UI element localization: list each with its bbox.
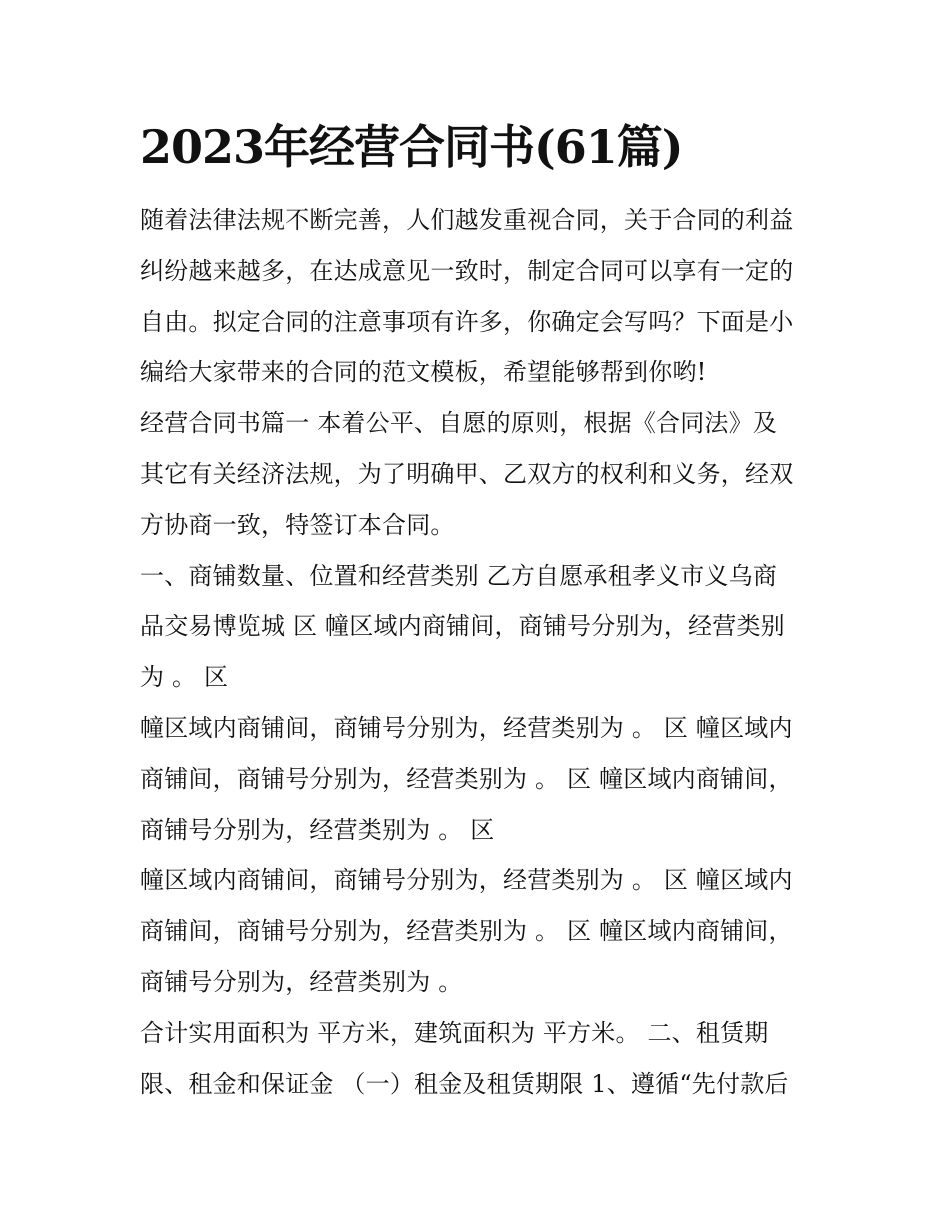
document-body [140, 195, 812, 1109]
body-line: 商铺号分别为，经营类别为 。 [140, 967, 463, 996]
body-line: 经营合同书篇一 本着公平、自愿的原则，根据《合同法》及 [140, 409, 778, 438]
document-title: 2023年经营合同书(61篇) [140, 120, 683, 174]
body-line: 商铺间，商铺号分别为，经营类别为 。 区 幢区域内商铺间， [140, 917, 793, 946]
body-line: 合计实用面积为 平方米，建筑面积为 平方米。 二、租赁期 [140, 1018, 769, 1047]
body-line: 品交易博览城 区 幢区域内商铺间，商铺号分别为，经营类别 [140, 612, 785, 641]
body-line: 幢区域内商铺间，商铺号分别为，经营类别为 。 区 幢区域内 [140, 713, 793, 742]
body-line: 为 。 区 [140, 663, 229, 692]
body-line: 商铺号分别为，经营类别为 。 区 [140, 815, 495, 844]
body-line: 方协商一致，特签订本合同。 [140, 510, 455, 539]
body-line: 编给大家带来的合同的范文模板，希望能够帮到你哟! [140, 358, 707, 387]
body-line: 一、商铺数量、位置和经营类别 乙方自愿承租孝义市义乌商 [140, 561, 778, 590]
body-line: 限、租金和保证金 （一）租金及租赁期限 1、遵循“先付款后 [140, 1069, 789, 1098]
body-line: 自由。拟定合同的注意事项有许多，你确定会写吗？下面是小 [140, 307, 794, 336]
body-line: 纠纷越来越多，在达成意见一致时，制定合同可以享有一定的 [140, 256, 794, 285]
body-line: 其它有关经济法规，为了明确甲、乙双方的权利和义务，经双 [140, 459, 794, 488]
body-line: 随着法律法规不断完善，人们越发重视合同，关于合同的利益 [140, 206, 794, 234]
body-line: 幢区域内商铺间，商铺号分别为，经营类别为 。 区 幢区域内 [140, 866, 793, 895]
body-line: 商铺间，商铺号分别为，经营类别为 。 区 幢区域内商铺间， [140, 764, 793, 793]
